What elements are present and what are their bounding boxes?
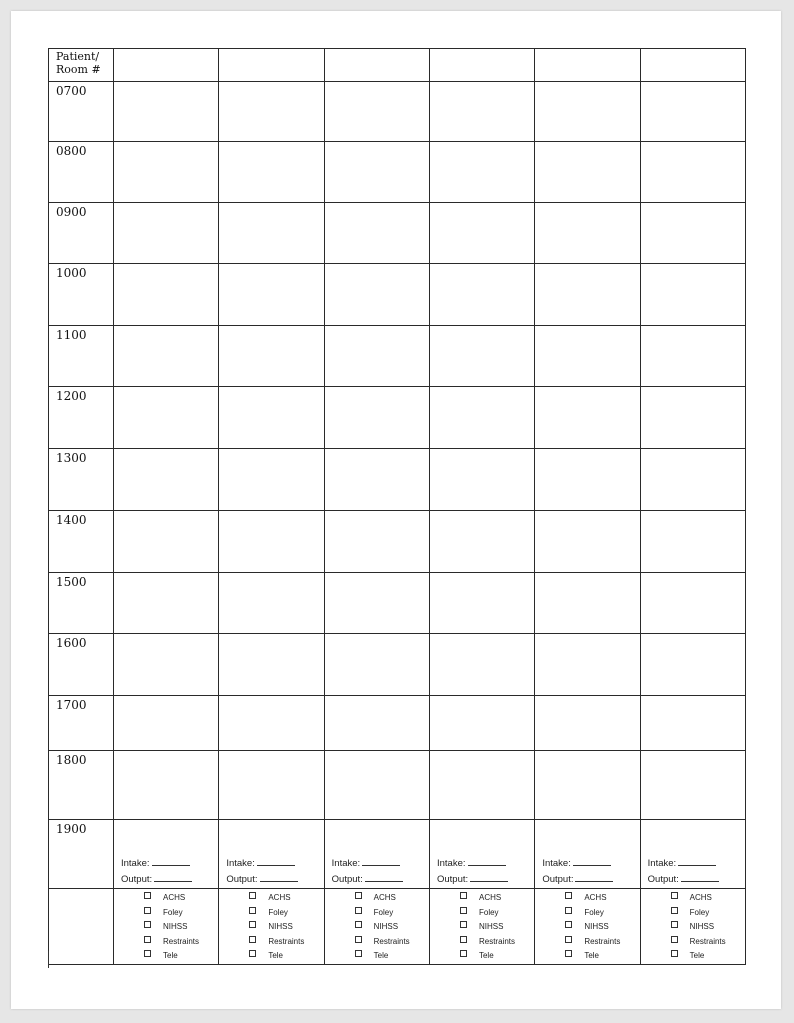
checkbox-icon[interactable] [355, 936, 362, 943]
checklist-item-label: Tele [268, 951, 284, 961]
intake-label: Intake: [226, 858, 255, 869]
checklist-item[interactable] [460, 891, 534, 906]
checkbox-icon[interactable] [355, 907, 362, 914]
checkbox-icon[interactable] [144, 907, 151, 914]
note-cell[interactable] [219, 264, 324, 326]
intake-blank[interactable] [362, 856, 400, 866]
checklist-item-label: Tele [163, 951, 178, 961]
note-cell[interactable] [219, 203, 324, 264]
intake-output [325, 820, 429, 888]
note-cell[interactable] [535, 203, 640, 264]
time-label: 1700 [49, 696, 114, 751]
checkbox-icon[interactable] [460, 950, 467, 957]
note-cell[interactable] [114, 82, 219, 142]
checklist-item-label: Tele [478, 951, 494, 961]
checkbox-icon[interactable] [460, 892, 467, 899]
checkbox-icon[interactable] [355, 950, 362, 957]
checklist-item-label: ACHS [268, 893, 291, 902]
checkbox-icon[interactable] [144, 950, 151, 957]
intake-output [641, 820, 745, 888]
note-cell[interactable] [219, 751, 324, 820]
note-cell[interactable] [535, 511, 640, 573]
note-cell[interactable] [429, 82, 534, 142]
time-label: 1200 [49, 387, 114, 449]
checklist-item[interactable] [249, 906, 323, 921]
checkbox-icon[interactable] [355, 892, 362, 899]
checklist-item[interactable] [144, 920, 218, 935]
shift-schedule-table [48, 48, 746, 965]
document-page [11, 11, 781, 1009]
checklist-item[interactable] [144, 906, 218, 921]
intake-output-cell[interactable] [429, 820, 534, 889]
note-cell[interactable] [429, 203, 534, 264]
output-line [648, 872, 745, 888]
checklist-item-label: Foley [689, 907, 710, 917]
checklist-item-label: Foley [478, 907, 499, 917]
checklist-cell [219, 889, 324, 965]
output-blank[interactable] [470, 872, 508, 882]
checklist-item[interactable] [355, 891, 429, 906]
output-blank[interactable] [575, 872, 613, 882]
checklist-item[interactable] [249, 920, 323, 935]
note-cell[interactable] [114, 264, 219, 326]
note-cell[interactable] [324, 142, 429, 203]
patient-name-cell[interactable] [114, 49, 219, 82]
checklist-item[interactable] [671, 935, 745, 950]
checklist-item[interactable] [249, 949, 323, 964]
checkbox-icon[interactable] [249, 936, 256, 943]
intake-blank[interactable] [678, 856, 716, 866]
note-cell[interactable] [640, 387, 745, 449]
checkbox-icon[interactable] [144, 936, 151, 943]
note-cell[interactable] [535, 751, 640, 820]
checklist-item[interactable] [355, 920, 429, 935]
checklist [219, 889, 323, 964]
note-cell[interactable] [114, 449, 219, 511]
checkbox-icon[interactable] [671, 921, 678, 928]
note-cell[interactable] [535, 142, 640, 203]
output-label: Output: [226, 874, 258, 885]
note-cell[interactable] [429, 326, 534, 387]
time-row [49, 820, 746, 889]
note-cell[interactable] [429, 696, 534, 751]
output-line [121, 872, 218, 888]
time-row [49, 326, 746, 387]
output-blank[interactable] [154, 872, 192, 882]
note-cell[interactable] [324, 449, 429, 511]
note-cell[interactable] [640, 573, 745, 634]
note-cell[interactable] [114, 696, 219, 751]
checkbox-icon[interactable] [671, 892, 678, 899]
checklist-cell [429, 889, 534, 965]
checkbox-icon[interactable] [460, 936, 467, 943]
checkbox-icon[interactable] [565, 936, 572, 943]
note-cell[interactable] [114, 634, 219, 696]
note-cell[interactable] [324, 82, 429, 142]
note-cell[interactable] [324, 573, 429, 634]
checklist-item-label: NIHSS [373, 922, 399, 932]
intake-output [219, 820, 323, 888]
checklist-item-label: Restraints [584, 936, 621, 946]
checkbox-icon[interactable] [144, 892, 151, 899]
note-cell[interactable] [114, 203, 219, 264]
time-label: 1400 [49, 511, 114, 573]
time-label: 1800 [49, 751, 114, 820]
intake-label: Intake: [121, 858, 150, 869]
checklist-item[interactable] [144, 949, 218, 964]
checklist-item[interactable] [460, 920, 534, 935]
time-row [49, 751, 746, 820]
note-cell[interactable] [324, 203, 429, 264]
checklist-item-label: Restraints [163, 936, 200, 946]
intake-output [535, 820, 639, 888]
note-cell[interactable] [219, 634, 324, 696]
output-line [437, 872, 534, 888]
checklist [535, 889, 639, 964]
intake-line [648, 856, 745, 872]
note-cell[interactable] [219, 449, 324, 511]
checkbox-icon[interactable] [671, 950, 678, 957]
output-label: Output: [542, 874, 574, 885]
checklist-item-label: Restraints [373, 936, 410, 946]
checklist-item-label: Foley [373, 907, 394, 917]
checklist-item-label: Tele [689, 951, 705, 961]
time-label: 1500 [49, 573, 114, 634]
checkbox-icon[interactable] [249, 892, 256, 899]
output-label: Output: [436, 874, 469, 885]
checklist-item-label: Restraints [689, 936, 726, 946]
time-label: 0800 [49, 142, 114, 203]
checklist [114, 889, 218, 964]
note-cell[interactable] [219, 573, 324, 634]
note-cell[interactable] [324, 696, 429, 751]
checklist-cell [324, 889, 429, 965]
note-cell[interactable] [219, 142, 324, 203]
checklist-item-label: Foley [163, 907, 183, 917]
patient-name-cell[interactable] [219, 49, 324, 82]
checklist-item[interactable] [460, 906, 534, 921]
checkbox-icon[interactable] [144, 921, 151, 928]
output-line [542, 872, 639, 888]
output-label: Output: [647, 874, 679, 885]
output-blank[interactable] [260, 872, 298, 882]
intake-label: Intake: [647, 858, 677, 869]
checklist-item[interactable] [249, 891, 323, 906]
time-row [49, 387, 746, 449]
intake-line [121, 856, 218, 872]
checklist-item-label: Restraints [478, 936, 515, 946]
note-cell[interactable] [640, 203, 745, 264]
intake-blank[interactable] [257, 856, 295, 866]
intake-output-cell[interactable] [535, 820, 640, 889]
checklist-item[interactable] [565, 906, 639, 921]
intake-output-cell[interactable] [219, 820, 324, 889]
checklist-item-label: NIHSS [268, 922, 293, 932]
checkbox-icon[interactable] [565, 892, 572, 899]
checklist-cell [640, 889, 745, 965]
time-label: 1900 [49, 820, 114, 889]
checklist-item-label: ACHS [373, 893, 396, 902]
intake-output-cell[interactable] [324, 820, 429, 889]
checklist [430, 889, 534, 964]
note-cell[interactable] [114, 751, 219, 820]
checklist-item[interactable] [144, 935, 218, 950]
checklist-row [49, 889, 746, 965]
intake-label: Intake: [436, 858, 466, 869]
checklist-item-label: ACHS [163, 893, 186, 902]
note-cell[interactable] [640, 696, 745, 751]
note-cell[interactable] [114, 511, 219, 573]
note-cell[interactable] [114, 573, 219, 634]
note-cell[interactable] [429, 634, 534, 696]
note-cell[interactable] [219, 82, 324, 142]
checklist [325, 889, 429, 964]
note-cell[interactable] [640, 511, 745, 573]
checkbox-icon[interactable] [249, 907, 256, 914]
checklist-item[interactable] [565, 891, 639, 906]
note-cell[interactable] [535, 634, 640, 696]
checklist-item-label: ACHS [478, 893, 502, 902]
checklist-item-label: NIHSS [163, 922, 188, 932]
checklist-item[interactable] [671, 891, 745, 906]
time-row [49, 573, 746, 634]
patient-name-cell[interactable] [429, 49, 534, 82]
checklist-item[interactable] [249, 935, 323, 950]
intake-blank[interactable] [152, 856, 190, 866]
note-cell[interactable] [324, 511, 429, 573]
checkbox-icon[interactable] [565, 950, 572, 957]
time-row [49, 696, 746, 751]
time-label: 1000 [49, 264, 114, 326]
note-cell[interactable] [535, 387, 640, 449]
checklist-item[interactable] [144, 891, 218, 906]
note-cell[interactable] [114, 326, 219, 387]
time-row [49, 511, 746, 573]
checkbox-icon[interactable] [565, 907, 572, 914]
checklist-item[interactable] [565, 920, 639, 935]
checklist-item-label: Restraints [268, 936, 305, 946]
note-cell[interactable] [429, 511, 534, 573]
checklist-item-label: NIHSS [478, 922, 504, 932]
checklist-item-label: ACHS [584, 893, 607, 902]
intake-output [430, 820, 534, 888]
output-line [226, 872, 323, 888]
checklist-label-cell [49, 889, 114, 965]
checklist-item[interactable] [355, 949, 429, 964]
checklist-item-label: Foley [268, 907, 288, 917]
checklist-item-label: NIHSS [584, 922, 609, 932]
note-cell[interactable] [429, 264, 534, 326]
output-label: Output: [121, 874, 153, 885]
note-cell[interactable] [640, 326, 745, 387]
intake-line [542, 856, 639, 872]
note-cell[interactable] [640, 634, 745, 696]
note-cell[interactable] [324, 751, 429, 820]
output-line [332, 872, 429, 888]
time-label: 0900 [49, 203, 114, 264]
note-cell[interactable] [535, 449, 640, 511]
time-row [49, 264, 746, 326]
note-cell[interactable] [640, 142, 745, 203]
checklist-item-label: Tele [373, 951, 389, 961]
note-cell[interactable] [219, 511, 324, 573]
patient-name-cell[interactable] [535, 49, 640, 82]
note-cell[interactable] [429, 573, 534, 634]
intake-output-cell[interactable] [114, 820, 219, 889]
checklist-item[interactable] [355, 935, 429, 950]
note-cell[interactable] [640, 82, 745, 142]
checklist-item-label: Foley [584, 907, 604, 917]
checkbox-icon[interactable] [671, 907, 678, 914]
note-cell[interactable] [640, 264, 745, 326]
note-cell[interactable] [324, 634, 429, 696]
note-cell[interactable] [324, 264, 429, 326]
note-cell[interactable] [535, 82, 640, 142]
output-blank[interactable] [365, 872, 403, 882]
checklist-item-label: ACHS [689, 893, 712, 902]
checklist-item[interactable] [671, 949, 745, 964]
time-label: 1100 [49, 326, 114, 387]
note-cell[interactable] [429, 142, 534, 203]
checkbox-icon[interactable] [565, 921, 572, 928]
note-cell[interactable] [219, 696, 324, 751]
time-label: 0700 [49, 82, 114, 142]
note-cell[interactable] [535, 326, 640, 387]
checklist-item-label: NIHSS [689, 922, 715, 932]
note-cell[interactable] [535, 696, 640, 751]
note-cell[interactable] [429, 387, 534, 449]
note-cell[interactable] [219, 326, 324, 387]
checklist-item[interactable] [671, 920, 745, 935]
checkbox-icon[interactable] [249, 921, 256, 928]
checkbox-icon[interactable] [355, 921, 362, 928]
checklist-item[interactable] [565, 935, 639, 950]
text-cursor [48, 951, 49, 968]
time-row [49, 203, 746, 264]
intake-label: Intake: [331, 858, 361, 869]
checklist-item[interactable] [355, 906, 429, 921]
note-cell[interactable] [640, 751, 745, 820]
time-row [49, 634, 746, 696]
output-label: Output: [331, 874, 363, 885]
checklist [641, 889, 745, 964]
checklist-item[interactable] [671, 906, 745, 921]
checkbox-icon[interactable] [249, 950, 256, 957]
checkbox-icon[interactable] [671, 936, 678, 943]
intake-line [437, 856, 534, 872]
output-blank[interactable] [681, 872, 719, 882]
patient-room-header: Patient/ Room # [49, 49, 114, 82]
time-label: 1600 [49, 634, 114, 696]
header-row [49, 49, 746, 82]
note-cell[interactable] [324, 326, 429, 387]
patient-name-cell[interactable] [324, 49, 429, 82]
checklist-item-label: Tele [584, 951, 599, 961]
note-cell[interactable] [219, 387, 324, 449]
note-cell[interactable] [429, 449, 534, 511]
intake-line [332, 856, 429, 872]
intake-blank[interactable] [468, 856, 506, 866]
time-row [49, 142, 746, 203]
note-cell[interactable] [535, 264, 640, 326]
patient-name-cell[interactable] [640, 49, 745, 82]
note-cell[interactable] [640, 449, 745, 511]
note-cell[interactable] [324, 387, 429, 449]
time-row [49, 449, 746, 511]
checkbox-icon[interactable] [460, 921, 467, 928]
intake-output [114, 820, 218, 888]
note-cell[interactable] [114, 387, 219, 449]
intake-output-cell[interactable] [640, 820, 745, 889]
checklist-cell [535, 889, 640, 965]
checklist-item[interactable] [460, 949, 534, 964]
checklist-item[interactable] [460, 935, 534, 950]
time-row [49, 82, 746, 142]
note-cell[interactable] [535, 573, 640, 634]
checklist-cell [114, 889, 219, 965]
time-label: 1300 [49, 449, 114, 511]
intake-label: Intake: [542, 858, 571, 869]
checkbox-icon[interactable] [460, 907, 467, 914]
checklist-item[interactable] [565, 949, 639, 964]
intake-blank[interactable] [573, 856, 611, 866]
note-cell[interactable] [114, 142, 219, 203]
intake-line [226, 856, 323, 872]
note-cell[interactable] [429, 751, 534, 820]
